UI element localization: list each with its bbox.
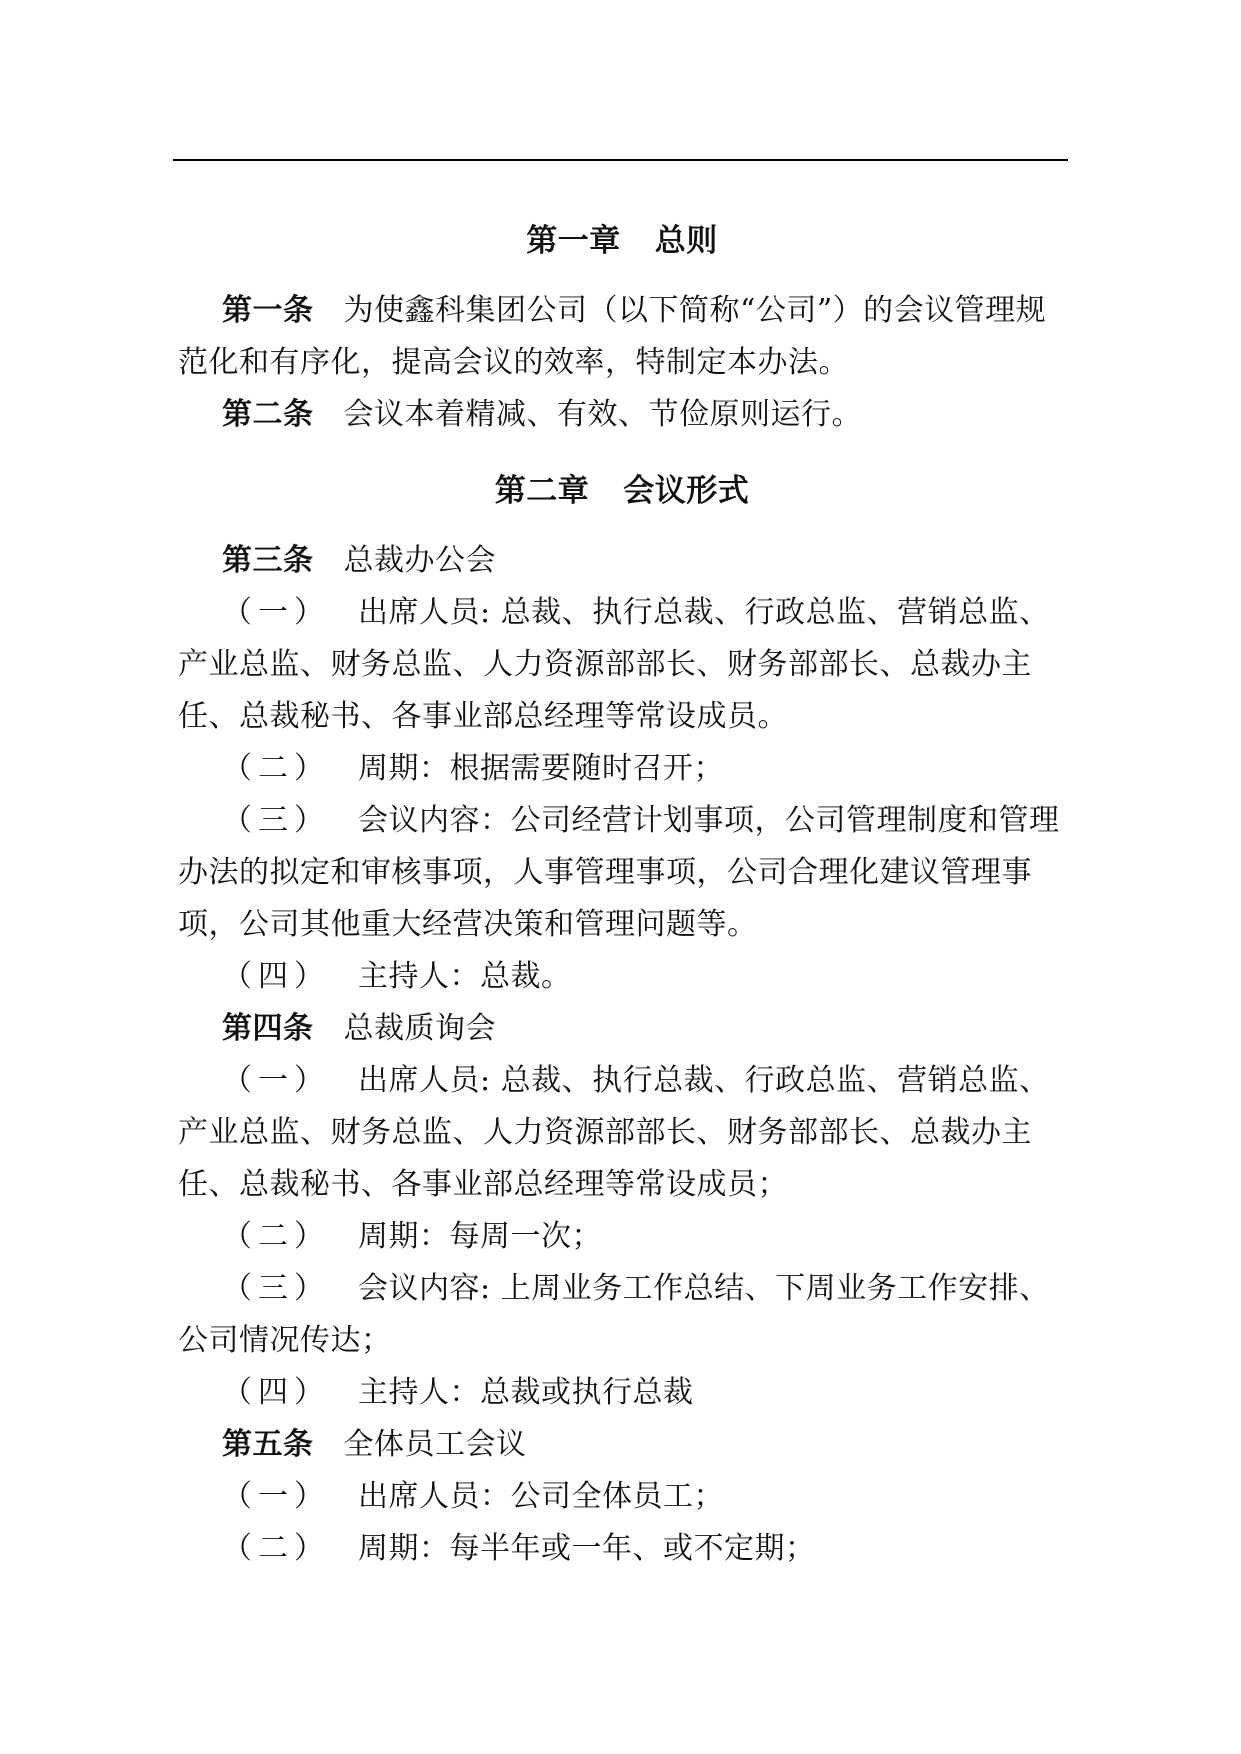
article [178,1419,1066,1471]
document-body [178,200,1066,1575]
article-text: 总裁质询会 [343,1011,496,1046]
list-item [178,1211,1066,1263]
item-text: 出席人员：公司全体员工； [358,1479,724,1514]
article-label: 第五条 [222,1427,314,1462]
article-label: 第四条 [222,1011,314,1046]
list-item [178,1471,1066,1523]
list-item [178,587,1066,743]
item-number: （四） [222,959,330,994]
chapter-title: 会议形式 [623,473,750,509]
article-text: 总裁办公会 [343,543,496,578]
article-label: 第二条 [222,397,314,432]
chapter-heading [178,465,1066,517]
article-text: 为使鑫科集团公司（以下简称“公司”）的会议管理规范化和有序化，提高会议的效率，特制定本办法。 [178,293,1047,380]
item-number: （四） [222,1375,330,1410]
list-item [178,743,1066,795]
list-item [178,951,1066,1003]
item-text: 主持人：总裁或执行总裁 [358,1375,694,1410]
item-text: 周期：每周一次； [358,1219,602,1254]
article [178,1003,1066,1055]
article [178,389,1066,441]
article-text: 全体员工会议 [343,1427,527,1462]
item-text: 会议内容：公司经营计划事项，公司管理制度和管理办法的拟定和审核事项，人事管理事项，公司合理化建议管理事项，公司其他重大经营决策和管理问题等。 [178,803,1060,942]
item-number: （一） [222,1063,330,1098]
list-item [178,1055,1066,1211]
item-number: （一） [222,1479,330,1514]
item-text: 出席人员: 总裁、执行总裁、行政总监、营销总监、产业总监、财务总监、人力资源部部长、财务部部长、总裁办主任、总裁秘书、各事业部总经理等常设成员； [178,1063,1050,1202]
item-number: （二） [222,1531,330,1566]
chapter-number: 第二章 [494,473,590,509]
item-number: （二） [222,1219,330,1254]
item-text: 主持人：总裁。 [358,959,572,994]
list-item [178,795,1066,951]
item-text: 出席人员: 总裁、执行总裁、行政总监、营销总监、产业总监、财务总监、人力资源部部长、财务部部长、总裁办主任、总裁秘书、各事业部总经理等常设成员。 [178,595,1050,734]
chapter-heading [178,215,1066,267]
article-label: 第一条 [222,293,314,328]
item-number: （一） [222,595,330,630]
item-text: 会议内容: 上周业务工作总结、下周业务工作安排、公司情况传达； [178,1271,1050,1358]
list-item [178,1263,1066,1367]
article [178,535,1066,587]
item-text: 周期：根据需要随时召开； [358,751,724,786]
article-text: 会议本着精减、有效、节俭原则运行。 [343,397,862,432]
header-rule [173,159,1068,161]
item-text: 周期：每半年或一年、或不定期； [358,1531,816,1566]
article [178,285,1066,389]
article-label: 第三条 [222,543,314,578]
item-number: （三） [222,1271,330,1306]
chapter-title: 总则 [654,223,718,259]
item-number: （三） [222,803,330,838]
list-item [178,1523,1066,1575]
item-number: （二） [222,751,330,786]
list-item [178,1367,1066,1419]
chapter-number: 第一章 [526,223,621,259]
